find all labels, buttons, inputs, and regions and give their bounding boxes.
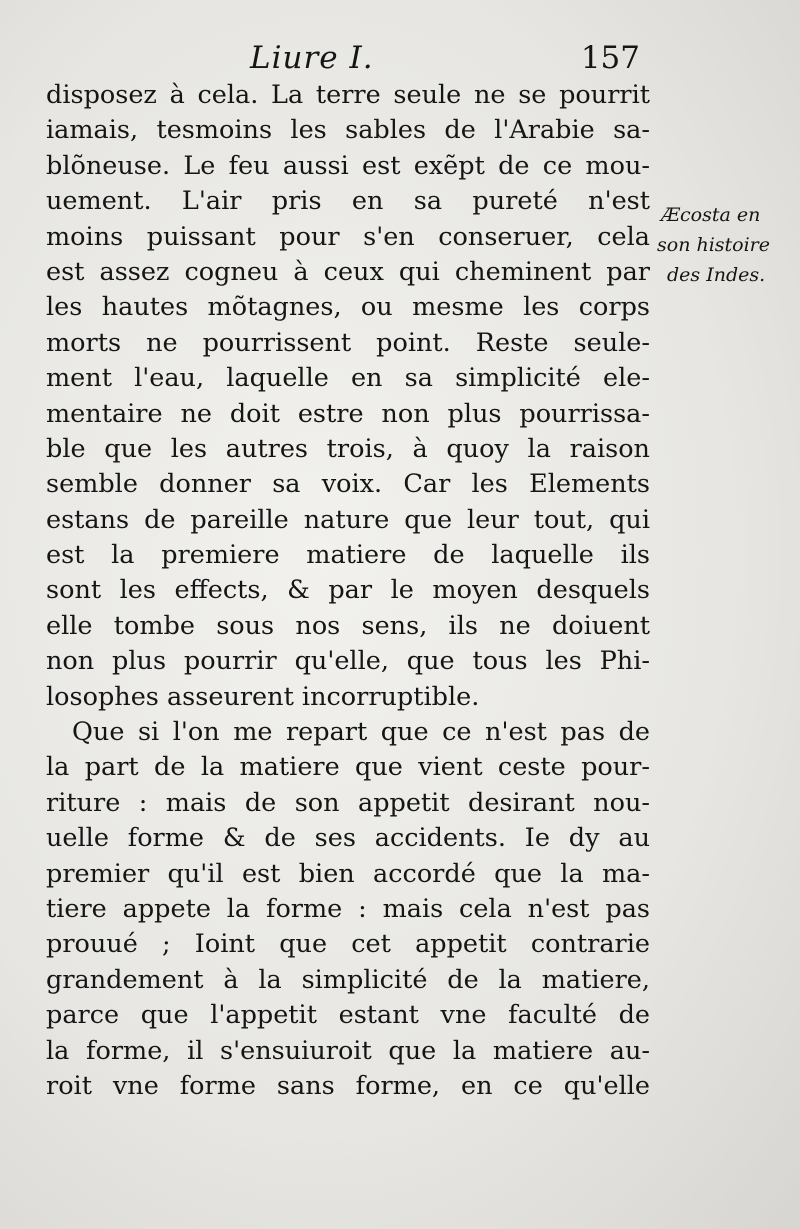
page-header: [250, 40, 640, 80]
text-line: iamais, tesmoins les sables de l'Arabie sa-: [46, 115, 650, 146]
text-line: prouué ; Ioint que cet appetit contrarie: [46, 929, 650, 960]
text-line: morts ne pourrissent point. Reste seule-: [46, 327, 650, 358]
text-line: les hautes mõtagnes, ou mesme les corps: [46, 292, 650, 323]
text-line: semble donner sa voix. Car les Elements: [46, 469, 650, 500]
text-line: disposez à cela. La terre seule ne se pourrit: [46, 80, 650, 110]
text-line: uelle forme & de ses accidents. Ie dy au: [46, 823, 650, 854]
text-line: tiere appete la forme : mais cela n'est pas: [46, 893, 650, 924]
marginal-note-line: des Indes.: [667, 264, 766, 286]
text-line: Que si l'on me repart que ce n'est pas de: [72, 717, 650, 748]
marginal-note-line: son histoire: [657, 234, 771, 256]
text-line: premier qu'il est bien accordé que la ma-: [46, 858, 650, 889]
text-line: parce que l'appetit estant vne faculté de: [46, 1000, 650, 1031]
text-line: uement. L'air pris en sa pureté n'est: [46, 186, 650, 217]
text-line: est la premiere matiere de laquelle ils: [46, 540, 650, 571]
text-line: riture : mais de son appetit desirant nou-: [46, 787, 650, 818]
text-line: estans de pareille nature que leur tout, qui: [46, 504, 650, 535]
text-line: ment l'eau, laquelle en sa simplicité ele-: [46, 363, 650, 394]
text-line: la part de la matiere que vient ceste pour-: [46, 752, 650, 783]
text-line: moins puissant pour s'en conseruer, cela: [46, 221, 650, 252]
running-title: Liure I.: [250, 40, 374, 76]
text-line: la forme, il s'ensuiuroit que la matiere au-: [46, 1035, 650, 1066]
text-line: est assez cogneu à ceux qui cheminent par: [46, 256, 650, 287]
text-line: sont les effects, & par le moyen desquels: [46, 575, 650, 606]
text-line: roit vne forme sans forme, en ce qu'elle: [46, 1070, 650, 1101]
marginal-note-line: Æcosta en: [661, 204, 761, 226]
text-line: elle tombe sous nos sens, ils ne doiuent: [46, 610, 650, 641]
body-text: [46, 78, 650, 1104]
text-line: ble que les autres trois, à quoy la raison: [46, 433, 650, 464]
text-line: losophes asseurent incorruptible.: [46, 681, 480, 712]
text-line: grandement à la simplicité de la matiere,: [46, 964, 650, 995]
text-line: non plus pourrir qu'elle, que tous les Phi-: [46, 646, 650, 677]
marginal-note: [657, 200, 797, 290]
page-number: 157: [580, 40, 640, 76]
text-line: mentaire ne doit estre non plus pourrissa-: [46, 398, 650, 429]
text-line: blõneuse. Le feu aussi est exẽpt de ce mou-: [46, 150, 650, 181]
